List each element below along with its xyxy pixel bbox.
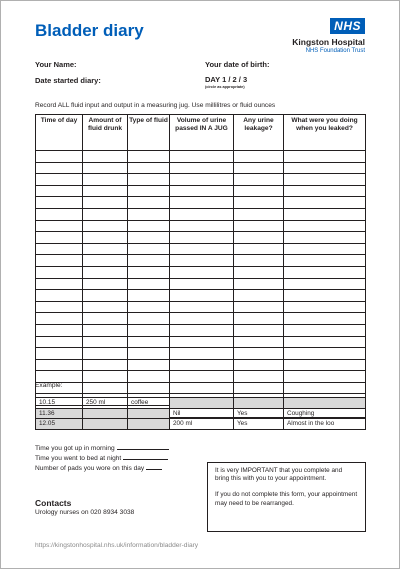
diary-entry-cell[interactable]	[128, 348, 170, 360]
diary-entry-cell[interactable]	[36, 278, 83, 290]
footer-url[interactable]: https://kingstonhospital.nhs.uk/information/bladder-diary	[35, 542, 199, 549]
diary-entry-cell[interactable]	[83, 278, 128, 290]
diary-entry-cell[interactable]	[128, 324, 170, 336]
diary-entry-cell[interactable]	[170, 266, 234, 278]
diary-entry-cell[interactable]	[284, 255, 366, 267]
diary-entry-cell[interactable]	[128, 290, 170, 302]
circle-note: (circle as appropriate)	[205, 85, 245, 89]
diary-entry-cell[interactable]	[170, 197, 234, 209]
diary-entry-cell[interactable]	[234, 185, 284, 197]
diary-entry-cell[interactable]	[36, 290, 83, 302]
example-cell	[170, 398, 234, 409]
diary-entry-cell[interactable]	[128, 278, 170, 290]
diary-row	[36, 243, 366, 255]
example-row	[36, 419, 366, 430]
example-cell: 200 ml	[170, 419, 234, 430]
diary-entry-cell[interactable]	[83, 220, 128, 232]
diary-entry-cell[interactable]	[284, 371, 366, 383]
nhs-logo	[292, 17, 365, 55]
diary-entry-cell[interactable]	[36, 174, 83, 186]
diary-entry-cell[interactable]	[83, 301, 128, 313]
example-cell	[128, 408, 170, 419]
diary-entry-cell[interactable]	[234, 151, 284, 163]
diary-entry-cell[interactable]	[170, 324, 234, 336]
diary-table	[35, 114, 366, 418]
diary-entry-cell[interactable]	[234, 232, 284, 244]
date-started-label: Date started diary:	[35, 76, 101, 85]
notice-important: It is very IMPORTANT that you complete and bring this with you to your appointment.	[215, 467, 343, 483]
diary-entry-cell[interactable]	[284, 162, 366, 174]
diary-entry-cell[interactable]	[284, 208, 366, 220]
diary-entry-cell[interactable]	[170, 382, 234, 394]
diary-entry-cell[interactable]	[284, 301, 366, 313]
diary-entry-cell[interactable]	[284, 336, 366, 348]
question-got-up	[35, 443, 169, 452]
diary-entry-cell[interactable]	[83, 313, 128, 325]
nhs-logo-org: Kingston Hospital	[292, 37, 365, 47]
question-went-bed-label: Time you went to bed at night	[35, 455, 122, 462]
diary-entry-cell[interactable]	[83, 255, 128, 267]
diary-entry-cell[interactable]	[36, 232, 83, 244]
diary-entry-cell[interactable]	[83, 336, 128, 348]
diary-entry-cell[interactable]	[83, 243, 128, 255]
diary-entry-cell[interactable]	[128, 371, 170, 383]
example-cell: coffee	[128, 398, 170, 409]
notice-rearrange: If you do not complete this form, your appointment may need to be rearranged.	[215, 491, 358, 507]
diary-entry-cell[interactable]	[170, 313, 234, 325]
col-header-leakage: Any urine leakage?	[234, 115, 284, 151]
diary-row	[36, 208, 366, 220]
diary-entry-cell[interactable]	[170, 185, 234, 197]
col-header-time: Time of day	[36, 115, 83, 151]
diary-row	[36, 185, 366, 197]
question-pads-label: Number of pads you wore on this day	[35, 465, 145, 472]
diary-row	[36, 324, 366, 336]
diary-entry-cell[interactable]	[128, 185, 170, 197]
diary-entry-cell[interactable]	[170, 243, 234, 255]
diary-entry-cell[interactable]	[36, 185, 83, 197]
diary-row	[36, 313, 366, 325]
your-name-label: Your Name:	[35, 60, 77, 69]
diary-entry-cell[interactable]	[234, 336, 284, 348]
contacts-text: Urology nurses on 020 8934 3038	[35, 509, 135, 516]
example-cell: Nil	[170, 408, 234, 419]
diary-entry-cell[interactable]	[36, 151, 83, 163]
diary-header-row	[36, 115, 366, 151]
example-cell: 12.05	[36, 419, 83, 430]
diary-entry-cell[interactable]	[284, 220, 366, 232]
diary-entry-cell[interactable]	[83, 232, 128, 244]
diary-row	[36, 278, 366, 290]
diary-row	[36, 151, 366, 163]
col-header-type: Type of fluid	[128, 115, 170, 151]
diary-entry-cell[interactable]	[284, 197, 366, 209]
diary-entry-cell[interactable]	[83, 208, 128, 220]
diary-entry-cell[interactable]	[284, 348, 366, 360]
example-cell: Yes	[234, 408, 284, 419]
diary-entry-cell[interactable]	[170, 301, 234, 313]
diary-entry-cell[interactable]	[284, 290, 366, 302]
diary-entry-cell[interactable]	[36, 336, 83, 348]
diary-row	[36, 382, 366, 394]
diary-entry-cell[interactable]	[128, 162, 170, 174]
diary-entry-cell[interactable]	[234, 162, 284, 174]
diary-entry-cell[interactable]	[83, 359, 128, 371]
diary-entry-cell[interactable]	[234, 301, 284, 313]
diary-entry-cell[interactable]	[234, 255, 284, 267]
diary-entry-cell[interactable]	[170, 208, 234, 220]
diary-entry-cell[interactable]	[128, 197, 170, 209]
day-selector-label: DAY 1 / 2 / 3	[205, 75, 248, 84]
diary-row	[36, 162, 366, 174]
diary-entry-cell[interactable]	[128, 232, 170, 244]
nhs-logo-mark: NHS	[330, 18, 365, 34]
diary-entry-cell[interactable]	[170, 220, 234, 232]
diary-entry-cell[interactable]	[128, 220, 170, 232]
question-pads	[35, 463, 162, 472]
diary-entry-cell[interactable]	[36, 266, 83, 278]
example-cell: Almost in the loo	[284, 419, 366, 430]
diary-entry-cell[interactable]	[83, 174, 128, 186]
diary-entry-cell[interactable]	[36, 301, 83, 313]
question-got-up-label: Time you got up in morning	[35, 445, 115, 452]
diary-entry-cell[interactable]	[128, 243, 170, 255]
diary-entry-cell[interactable]	[234, 359, 284, 371]
diary-entry-cell[interactable]	[170, 348, 234, 360]
diary-entry-cell[interactable]	[128, 382, 170, 394]
diary-entry-cell[interactable]	[36, 324, 83, 336]
diary-entry-cell[interactable]	[36, 243, 83, 255]
diary-entry-cell[interactable]	[83, 151, 128, 163]
diary-entry-cell[interactable]	[170, 371, 234, 383]
important-notice-box	[207, 462, 366, 532]
diary-entry-cell[interactable]	[83, 266, 128, 278]
example-cell	[128, 419, 170, 430]
diary-row	[36, 232, 366, 244]
diary-entry-cell[interactable]	[170, 255, 234, 267]
example-cell	[234, 398, 284, 409]
diary-entry-cell[interactable]	[128, 301, 170, 313]
diary-row	[36, 255, 366, 267]
diary-entry-cell[interactable]	[128, 255, 170, 267]
diary-entry-cell[interactable]	[128, 151, 170, 163]
diary-entry-cell[interactable]	[170, 151, 234, 163]
example-cell: Coughing	[284, 408, 366, 419]
diary-entry-cell[interactable]	[234, 266, 284, 278]
diary-row	[36, 174, 366, 186]
diary-row	[36, 301, 366, 313]
diary-entry-cell[interactable]	[234, 220, 284, 232]
example-row	[36, 408, 366, 419]
diary-entry-cell[interactable]	[36, 371, 83, 383]
diary-entry-cell[interactable]	[128, 208, 170, 220]
diary-entry-cell[interactable]	[234, 208, 284, 220]
diary-entry-cell[interactable]	[36, 348, 83, 360]
contacts-heading: Contacts	[35, 498, 72, 508]
diary-entry-cell[interactable]	[234, 348, 284, 360]
col-header-activity: What were you doing when you leaked?	[284, 115, 366, 151]
diary-entry-cell[interactable]	[83, 185, 128, 197]
diary-entry-cell[interactable]	[170, 359, 234, 371]
example-cell: 10.15	[36, 398, 83, 409]
diary-entry-cell[interactable]	[234, 197, 284, 209]
example-cell	[284, 398, 366, 409]
diary-entry-cell[interactable]	[234, 324, 284, 336]
diary-entry-cell[interactable]	[284, 174, 366, 186]
diary-entry-cell[interactable]	[284, 359, 366, 371]
diary-row	[36, 371, 366, 383]
example-cell: Yes	[234, 419, 284, 430]
diary-entry-cell[interactable]	[83, 324, 128, 336]
diary-entry-cell[interactable]	[128, 313, 170, 325]
diary-entry-cell[interactable]	[234, 313, 284, 325]
diary-entry-cell[interactable]	[170, 174, 234, 186]
diary-entry-cell[interactable]	[284, 266, 366, 278]
example-cell: 11.36	[36, 408, 83, 419]
diary-entry-cell[interactable]	[234, 278, 284, 290]
diary-entry-cell[interactable]	[284, 313, 366, 325]
diary-entry-cell[interactable]	[234, 290, 284, 302]
diary-row	[36, 290, 366, 302]
diary-entry-cell[interactable]	[83, 371, 128, 383]
diary-entry-cell[interactable]	[36, 162, 83, 174]
diary-entry-cell[interactable]	[284, 151, 366, 163]
diary-entry-cell[interactable]	[128, 359, 170, 371]
diary-entry-cell[interactable]	[36, 313, 83, 325]
diary-entry-cell[interactable]	[170, 278, 234, 290]
diary-entry-cell[interactable]	[83, 382, 128, 394]
diary-entry-cell[interactable]	[234, 371, 284, 383]
pads-answer-line[interactable]	[146, 463, 162, 470]
example-cell	[83, 419, 128, 430]
diary-entry-cell[interactable]	[234, 382, 284, 394]
diary-entry-cell[interactable]	[284, 382, 366, 394]
went-bed-answer-line[interactable]	[123, 453, 168, 460]
example-cell	[83, 408, 128, 419]
diary-entry-cell[interactable]	[284, 232, 366, 244]
dob-label: Your date of birth:	[205, 60, 270, 69]
diary-entry-cell[interactable]	[284, 185, 366, 197]
diary-entry-cell[interactable]	[83, 348, 128, 360]
diary-entry-cell[interactable]	[284, 243, 366, 255]
diary-entry-cell[interactable]	[284, 278, 366, 290]
diary-entry-cell[interactable]	[170, 336, 234, 348]
got-up-answer-line[interactable]	[117, 443, 169, 450]
example-label: Example:	[35, 382, 63, 389]
diary-entry-cell[interactable]	[234, 243, 284, 255]
diary-entry-cell[interactable]	[83, 197, 128, 209]
diary-body	[36, 151, 366, 418]
diary-entry-cell[interactable]	[36, 359, 83, 371]
diary-entry-cell[interactable]	[36, 255, 83, 267]
diary-entry-cell[interactable]	[83, 290, 128, 302]
page-title: Bladder diary	[35, 21, 144, 40]
diary-entry-cell[interactable]	[170, 232, 234, 244]
diary-entry-cell[interactable]	[36, 197, 83, 209]
diary-entry-cell[interactable]	[36, 208, 83, 220]
diary-entry-cell[interactable]	[234, 174, 284, 186]
col-header-volume: Volume of urine passed IN A JUG	[170, 115, 234, 151]
diary-row	[36, 336, 366, 348]
instruction-text: Record ALL fluid input and output in a measuring jug. Use millilitres or fluid ounces	[35, 102, 276, 109]
example-table	[35, 397, 366, 430]
diary-row	[36, 348, 366, 360]
diary-entry-cell[interactable]	[128, 336, 170, 348]
diary-entry-cell[interactable]	[36, 220, 83, 232]
diary-entry-cell[interactable]	[284, 324, 366, 336]
col-header-amount: Amount of fluid drunk	[83, 115, 128, 151]
diary-entry-cell[interactable]	[128, 174, 170, 186]
diary-row	[36, 266, 366, 278]
diary-row	[36, 220, 366, 232]
nhs-logo-trust: NHS Foundation Trust	[305, 48, 365, 54]
question-went-bed	[35, 453, 168, 462]
diary-entry-cell[interactable]	[83, 162, 128, 174]
diary-entry-cell[interactable]	[170, 290, 234, 302]
example-row	[36, 398, 366, 409]
diary-entry-cell[interactable]	[170, 162, 234, 174]
diary-row	[36, 359, 366, 371]
diary-entry-cell[interactable]	[128, 266, 170, 278]
example-cell: 250 ml	[83, 398, 128, 409]
diary-row	[36, 197, 366, 209]
